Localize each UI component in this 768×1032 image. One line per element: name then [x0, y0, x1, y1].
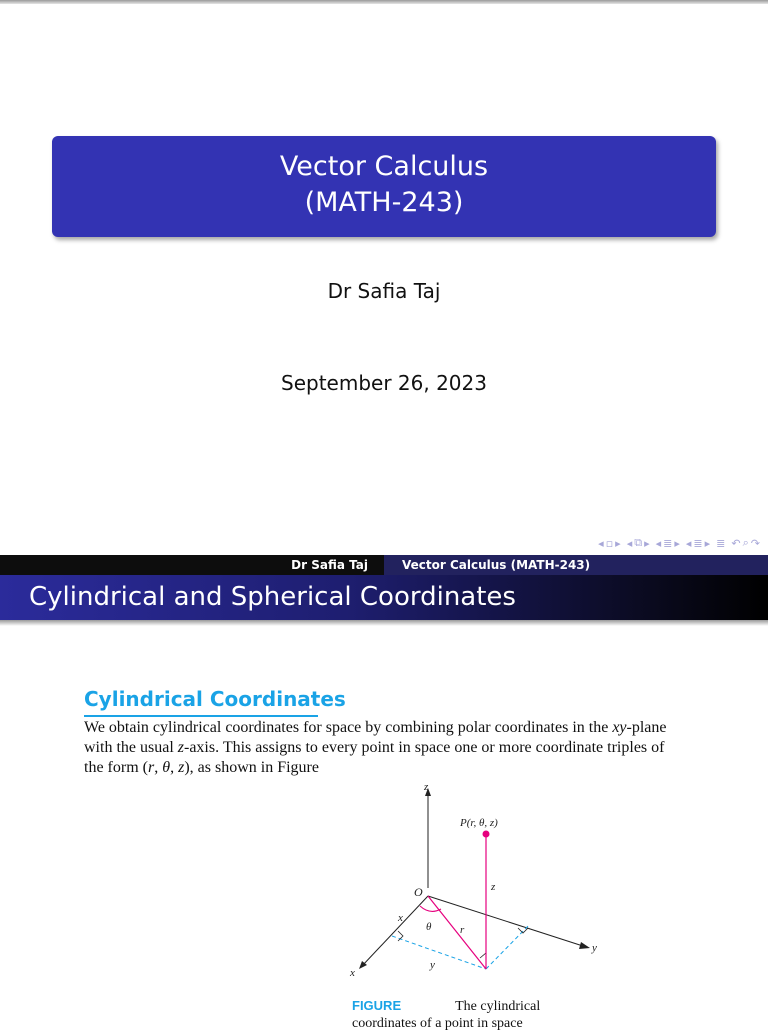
- para-r: r: [147, 759, 155, 776]
- nav-frame-icon[interactable]: ▫: [605, 536, 614, 550]
- x-axis-label: x: [350, 967, 355, 979]
- nav-section-icon[interactable]: ≣: [663, 536, 673, 550]
- para-text-4: ), as shown in Figure: [184, 759, 319, 776]
- y-axis: [428, 896, 586, 947]
- x-short-label: x: [398, 912, 403, 924]
- theta-label: θ: [426, 921, 432, 933]
- nav-part-icon[interactable]: ≣: [693, 536, 703, 550]
- nav-next-part-icon[interactable]: ▸: [704, 536, 711, 550]
- r-segment: [428, 896, 486, 969]
- page-top-shadow: [0, 0, 768, 4]
- body-paragraph: [84, 718, 684, 778]
- title-line-2: (MATH-243): [304, 187, 464, 218]
- section-heading-rule: [84, 715, 318, 717]
- para-theta: θ: [162, 759, 171, 776]
- author-name: Dr Safia Taj: [327, 279, 441, 303]
- y-axis-label: y: [592, 942, 597, 954]
- figure-caption: [352, 998, 540, 1015]
- z-height-label: z: [491, 881, 496, 893]
- para-text-3: -axis. This assigns to every point in space one or more coordinate triples of the form (: [84, 739, 665, 776]
- footer-course: Vector Calculus (MATH-243): [384, 555, 768, 575]
- nav-prev-part-icon[interactable]: ◂: [685, 536, 692, 550]
- para-sep-1: ,: [154, 759, 163, 776]
- point-p-label: P(r, θ, z): [460, 817, 498, 829]
- nav-prev-section-icon[interactable]: ◂: [655, 536, 662, 550]
- r-label: r: [460, 924, 465, 936]
- caption-label: FIGURE: [352, 998, 402, 1013]
- frame-title: Cylindrical and Spherical Coordinates: [0, 575, 768, 620]
- para-z: z: [177, 739, 184, 756]
- caption-text: The cylindrical: [455, 999, 541, 1014]
- z-axis-label: z: [424, 781, 429, 793]
- nav-next-section-icon[interactable]: ▸: [674, 536, 680, 550]
- caption-continuation: coordinates of a point in space: [352, 1016, 523, 1031]
- nav-prev-subsection-icon[interactable]: ◂: [626, 536, 633, 550]
- x-projection-dash: [392, 936, 486, 969]
- cylindrical-coordinates-figure: [340, 778, 620, 988]
- para-text-1: We obtain cylindrical coordinates for space by combining polar coordinates in the: [84, 719, 613, 736]
- frame-title-shadow: [0, 620, 768, 626]
- title-box: [52, 136, 716, 237]
- right-angle-y: [518, 928, 528, 933]
- origin-label: O: [414, 885, 423, 899]
- para-xy: xy: [612, 719, 627, 736]
- nav-next-frame-icon[interactable]: ▸: [615, 536, 621, 550]
- presentation-date: September 26, 2023: [281, 371, 487, 395]
- slide-footer: [0, 555, 768, 575]
- para-text-2: -plane with the usual: [84, 719, 667, 756]
- y-distance-label: y: [430, 959, 435, 971]
- title-line-1: Vector Calculus: [279, 151, 489, 182]
- footer-author: Dr Safia Taj: [0, 555, 384, 575]
- point-p: [483, 831, 490, 838]
- nav-doc-icon[interactable]: ≣: [716, 536, 726, 550]
- para-z2: z: [178, 759, 185, 776]
- x-axis: [362, 896, 428, 966]
- section-heading: Cylindrical Coordinates: [84, 687, 346, 711]
- y-axis-arrow: [579, 942, 590, 949]
- para-sep-2: ,: [170, 759, 179, 776]
- nav-next-subsection-icon[interactable]: ▸: [644, 536, 650, 550]
- nav-forward-icon[interactable]: ↷: [750, 536, 760, 550]
- beamer-navigation-bar: [598, 536, 760, 550]
- nav-prev-frame-icon[interactable]: ◂: [598, 536, 604, 550]
- nav-search-icon[interactable]: ⌕: [742, 536, 749, 549]
- nav-subsection-icon[interactable]: ⧉: [634, 536, 643, 549]
- y-projection-dash: [486, 924, 530, 969]
- nav-back-icon[interactable]: ↶: [731, 536, 741, 550]
